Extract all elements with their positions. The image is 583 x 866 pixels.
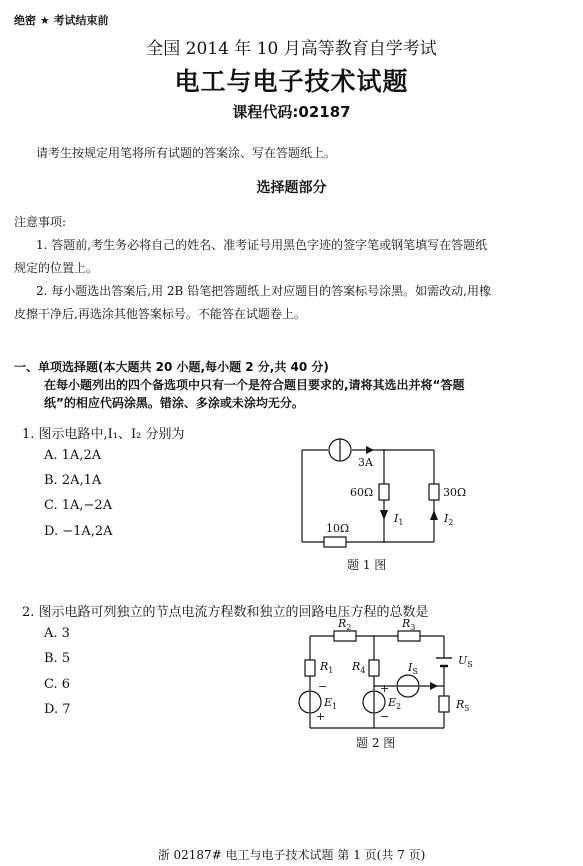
note-1-line-1: 1. 答题前,考生务必将自己的姓名、准考证号用黑色字迹的签字笔或钢笔填写在答题纸	[36, 238, 488, 252]
resistor-10-ohm	[324, 537, 346, 547]
us-label: $U_S$	[458, 654, 473, 669]
i2-arrow-icon	[430, 510, 438, 520]
q2-option-b: B. 5	[44, 651, 71, 666]
figure-1-caption: 题 1 图	[347, 558, 387, 572]
r2-label: $R_2$	[338, 617, 352, 632]
q2-circuit-diagram	[290, 616, 490, 756]
r-bottom-label: 10Ω	[326, 522, 350, 535]
i1-arrow-icon	[380, 510, 388, 520]
i1-label: $I_1$	[394, 512, 404, 527]
is-arrow-icon	[430, 682, 438, 690]
part1-desc-line-1: 在每小题列出的四个备选项中只有一个是符合题目要求的,请将其选出并将“答题	[44, 378, 465, 392]
note-2-line-1: 2. 每小题选出答案后,用 2B 铅笔把答题纸上对应题目的答案标号涂黑。如需改动,用橡	[36, 284, 491, 298]
q1-stem: 1. 图示电路中,I₁、I₂ 分别为	[22, 427, 185, 442]
i2-label: $I_2$	[444, 512, 454, 527]
q1-option-b: B. 2A,1A	[44, 473, 102, 488]
notes-heading: 注意事项:	[14, 215, 67, 229]
resistor-r1	[305, 660, 315, 676]
e1-plus-sign: +	[316, 710, 326, 723]
q1-option-d: D. −1A,2A	[44, 524, 113, 539]
note-1-line-2: 规定的位置上。	[14, 261, 99, 275]
e2-label: $E_2$	[388, 696, 402, 711]
q1-option-c: C. 1A,−2A	[44, 498, 113, 513]
is-label: $I_S$	[408, 661, 418, 676]
e1-label: $E_1$	[324, 696, 338, 711]
current-source-is	[397, 675, 419, 697]
resistor-60-ohm	[379, 484, 389, 500]
page-title: 电工与电子技术试题	[174, 67, 409, 96]
e2-plus-sign: +	[380, 682, 390, 695]
e2-minus-sign: −	[380, 710, 390, 723]
e1-minus-sign: −	[318, 680, 328, 693]
resistor-30-ohm	[429, 484, 439, 500]
part1-desc-line-2: 纸”的相应代码涂黑。错涂、多涂或未涂均无分。	[44, 396, 304, 410]
r-right-label: 30Ω	[443, 486, 467, 499]
r-middle-label: 60Ω	[350, 486, 374, 499]
resistor-r5	[439, 696, 449, 712]
page-footer: 浙 02187# 电工与电子技术试题 第 1 页(共 7 页)	[157, 848, 426, 862]
course-code: 课程代码:02187	[232, 103, 351, 121]
source-arrow-icon	[366, 446, 374, 454]
q1-option-a: A. 1A,2A	[44, 448, 102, 463]
q2-stem: 2. 图示电路可列独立的节点电流方程数和独立的回路电压方程的总数是	[22, 605, 429, 620]
r4-label: $R_4$	[352, 660, 366, 675]
resistor-r4	[369, 660, 379, 676]
current-source-3a	[329, 439, 351, 461]
q2-option-c: C. 6	[44, 677, 71, 692]
answer-instruction: 请考生按规定用笔将所有试题的答案涂、写在答题纸上。	[36, 146, 337, 160]
resistor-r3	[398, 631, 420, 641]
q2-option-a: A. 3	[44, 626, 70, 641]
resistor-r2	[334, 631, 356, 641]
source-label: 3A	[358, 456, 373, 469]
r3-label: $R_3$	[402, 617, 416, 632]
confidential-mark: 绝密 ★ 考试结束前	[14, 14, 109, 27]
note-2-line-2: 皮擦干净后,再选涂其他答案标号。不能答在试题卷上。	[14, 307, 306, 321]
q2-option-d: D. 7	[44, 702, 71, 717]
r1-label: $R_1$	[320, 660, 334, 675]
section-title: 选择题部分	[256, 180, 327, 196]
q1-circuit-diagram	[290, 436, 490, 576]
r5-label: $R_5$	[456, 698, 470, 713]
part1-heading: 一、单项选择题(本大题共 20 小题,每小题 2 分,共 40 分)	[14, 360, 329, 374]
exam-session-line: 全国 2014 年 10 月高等教育自学考试	[146, 39, 437, 59]
figure-2-caption: 题 2 图	[356, 736, 396, 750]
